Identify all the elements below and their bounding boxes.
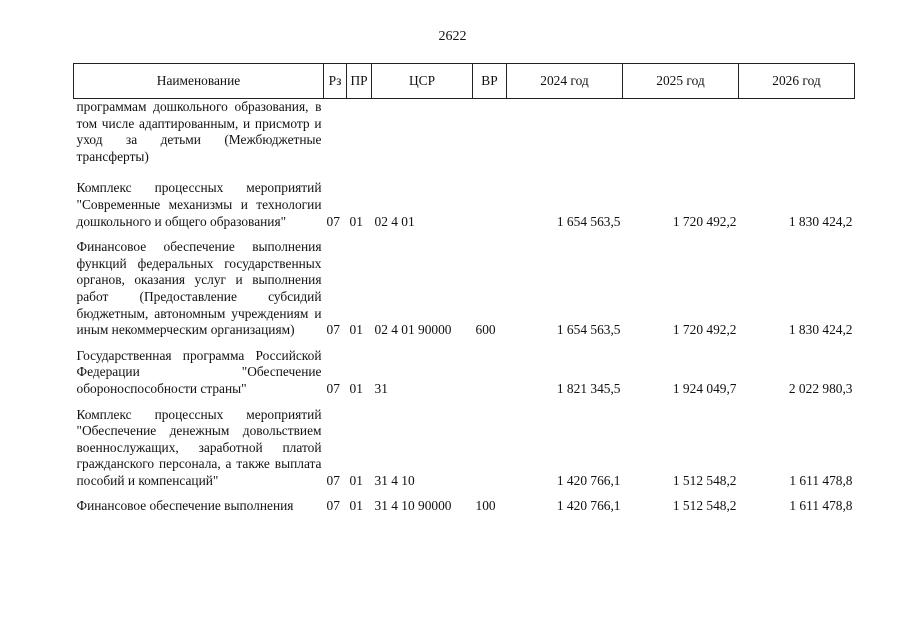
- row-rz: 07: [326, 472, 340, 488]
- row-name: программам дошкольного образования, в том числе адаптированным, и присмотр и уход за детьми (Межбюджетные трансферты): [76, 99, 322, 164]
- row-2025: 1 720 492,2: [672, 322, 737, 338]
- row-vr: [473, 401, 507, 493]
- row-vr: 100: [475, 498, 496, 514]
- row-2025: [623, 99, 739, 169]
- row-rz: [324, 99, 347, 169]
- row-2025: 1 512 548,2: [672, 472, 737, 488]
- row-csr: 02 4 01 90000: [374, 322, 452, 338]
- row-csr: 31 4 10: [374, 472, 415, 488]
- row-csr: 02 4 01: [374, 213, 415, 229]
- row-2026: 1 611 478,8: [789, 472, 853, 488]
- header-rz: Рз: [324, 64, 347, 99]
- row-2026: 1 830 424,2: [788, 322, 853, 338]
- row-pr: 01: [349, 380, 363, 396]
- row-2025: 1 512 548,2: [672, 498, 737, 514]
- row-rz: 07: [326, 380, 340, 396]
- header-csr: ЦСР: [372, 64, 473, 99]
- row-vr: 600: [475, 322, 496, 338]
- table-row: [74, 401, 855, 493]
- table-row: [74, 168, 855, 233]
- row-rz: 07: [326, 322, 340, 338]
- row-name: Финансовое обеспечение выполнения: [76, 498, 294, 514]
- row-2024: 1 654 563,5: [556, 213, 621, 229]
- budget-table: [73, 63, 855, 518]
- row-pr: 01: [349, 498, 363, 514]
- row-pr: [347, 99, 372, 169]
- header-vr: ВР: [473, 64, 507, 99]
- row-csr: 31: [374, 380, 388, 396]
- row-2025: 1 720 492,2: [672, 213, 737, 229]
- row-name: Комплекс процессных мероприятий "Обеспечение денежным довольствием военнослужащих, заработной платой гражданского персонала, а также выплата пособий и компенсаций": [76, 406, 322, 488]
- row-2024: 1 420 766,1: [556, 472, 621, 488]
- row-pr: 01: [349, 472, 363, 488]
- header-2026: 2026 год: [739, 64, 855, 99]
- table-row: [74, 492, 855, 518]
- row-2025: 1 924 049,7: [672, 380, 737, 396]
- row-2024: 1 821 345,5: [556, 380, 621, 396]
- row-vr: [473, 342, 507, 401]
- row-name: Комплекс процессных мероприятий "Современные механизмы и технологии дошкольного и общего образования": [76, 180, 322, 229]
- row-2026: 2 022 980,3: [788, 380, 853, 396]
- table-row: [74, 233, 855, 342]
- page-number: 2622: [438, 29, 467, 44]
- row-2024: [507, 99, 623, 169]
- row-2024: 1 420 766,1: [556, 498, 621, 514]
- header-name: Наименование: [74, 64, 324, 99]
- row-2026: [739, 99, 855, 169]
- row-csr: [372, 99, 473, 169]
- row-rz: 07: [326, 498, 340, 514]
- header-2024: 2024 год: [507, 64, 623, 99]
- row-vr: [473, 168, 507, 233]
- row-name: Государственная программа Российской Федерации "Обеспечение обороноспособности страны": [76, 347, 322, 396]
- row-pr: 01: [349, 213, 363, 229]
- header-2025: 2025 год: [623, 64, 739, 99]
- row-2024: 1 654 563,5: [556, 322, 621, 338]
- row-csr: 31 4 10 90000: [374, 498, 452, 514]
- row-2026: 1 611 478,8: [789, 498, 853, 514]
- row-name: Финансовое обеспечение выполнения функций федеральных государственных органов, оказания услуг и выполнения работ (Предоставление субсидий бюджетным, автономным учреждениям и иным некоммерческим организациям): [76, 239, 322, 338]
- row-rz: 07: [326, 213, 340, 229]
- table-row: [74, 99, 855, 169]
- row-vr: [473, 99, 507, 169]
- table-row: [74, 342, 855, 401]
- header-pr: ПР: [347, 64, 372, 99]
- table-header-row: [74, 64, 855, 99]
- row-pr: 01: [349, 322, 363, 338]
- row-2026: 1 830 424,2: [788, 213, 853, 229]
